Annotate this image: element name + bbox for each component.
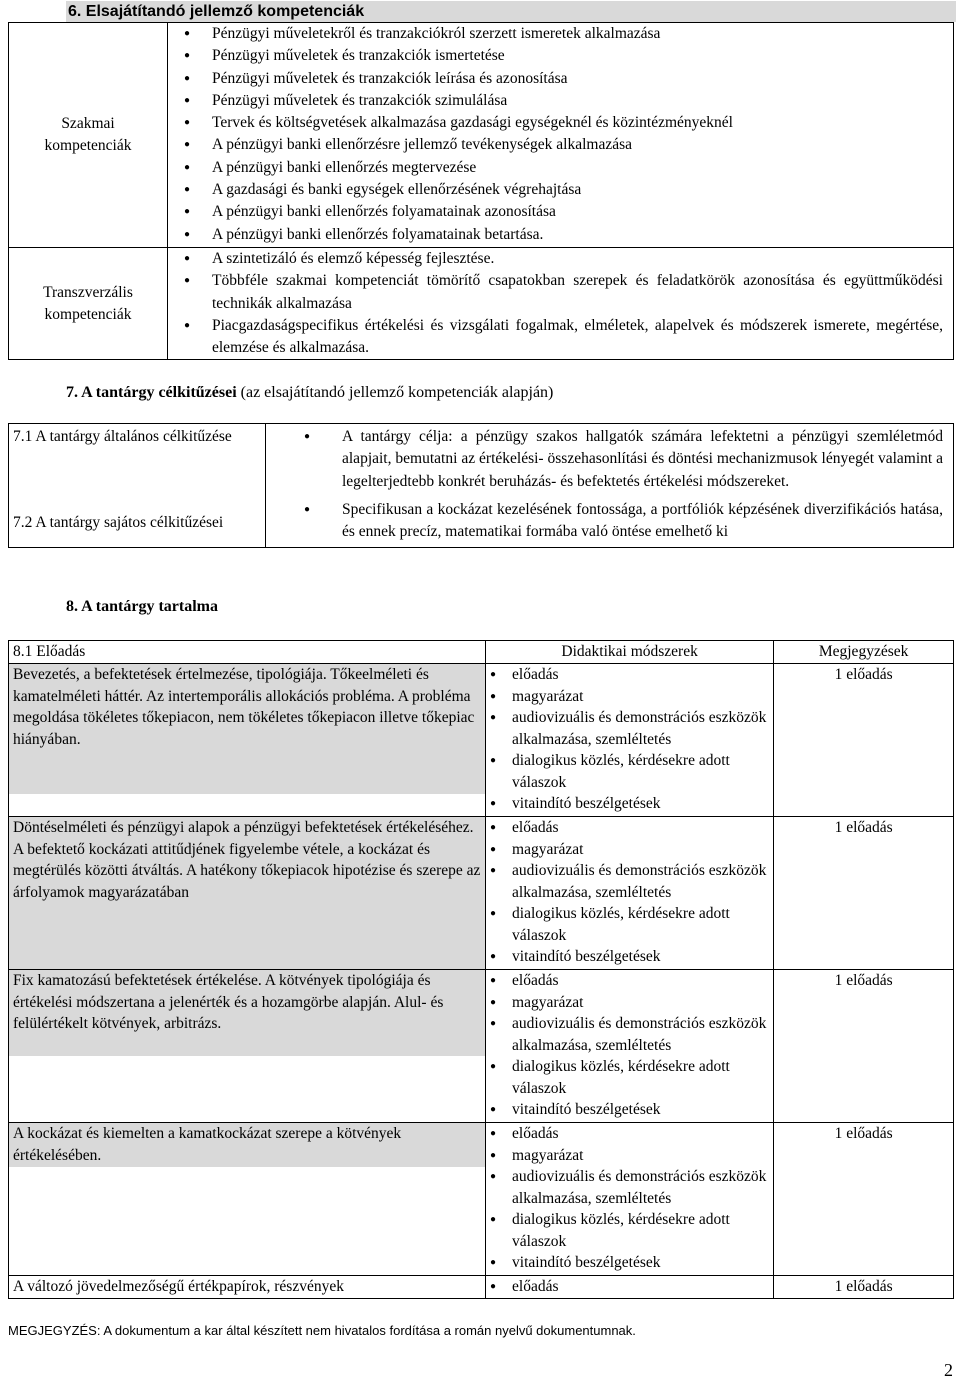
list-item: ● magyarázat: [490, 1145, 773, 1167]
list-item: ● dialogikus közlés, kérdésekre adott válaszok: [490, 1209, 773, 1252]
row-topic: A kockázat és kiemelten a kamatkockázat szerepe a kötvények értékelésében.: [9, 1123, 486, 1276]
list-item: ● magyarázat: [490, 992, 773, 1014]
column-header-methods: Didaktikai módszerek: [486, 641, 774, 664]
row-note: 1 előadás: [774, 1276, 954, 1299]
objectives-labels: [9, 424, 266, 548]
row-note: 1 előadás: [774, 817, 954, 970]
column-header-notes: Megjegyzések: [774, 641, 954, 664]
objectives-list: [266, 424, 954, 548]
section-6-heading: 6. Elsajátítandó jellemző kompetenciák: [66, 1, 956, 22]
list-item: ● audiovizuális és demonstrációs eszközök alkalmazása, szemléltetés: [490, 1166, 773, 1209]
objectives-table: [8, 423, 954, 548]
row-topic: Fix kamatozású befektetések értékelése. A kötvények tipológiája és értékelési módszertana a jelenérték és a hozamgörbe alapján. Alul- és felülértékelt kötvények, arbitrázs.: [9, 970, 486, 1123]
list-item: ● előadás: [490, 1123, 773, 1145]
section-8-heading: 8. A tantárgy tartalma: [66, 598, 218, 615]
column-header-lecture: 8.1 Előadás: [9, 641, 486, 664]
list-item: ● előadás: [490, 970, 773, 992]
professional-competencies-label: Szakmai kompetenciák: [9, 23, 168, 248]
objectives-row: [9, 424, 954, 548]
list-item: ● előadás: [490, 817, 773, 839]
transversal-competencies-list: [168, 248, 954, 360]
list-item: ● Tervek és költségvetések alkalmazása gazdasági egységeknél és közintézményeknél: [168, 112, 943, 134]
list-item: ● dialogikus közlés, kérdésekre adott válaszok: [490, 1056, 773, 1099]
list-item: ● audiovizuális és demonstrációs eszközök alkalmazása, szemléltetés: [490, 860, 773, 903]
row-note: 1 előadás: [774, 664, 954, 817]
list-item: ● dialogikus közlés, kérdésekre adott válaszok: [490, 750, 773, 793]
competencies-table: [8, 22, 954, 360]
row-topic: Bevezetés, a befektetések értelmezése, tipológiája. Tőkeelméleti és kamatelméleti háttér. Az intertemporális allokációs probléma. A probléma megoldása tökéletes tőkepiacon, nem tökéletes tőkepiacon illetve tőkepiac hiányában.: [9, 664, 486, 817]
row-methods: [486, 1123, 774, 1276]
list-item: ● Pénzügyi műveletek és tranzakciók szimulálása: [168, 90, 943, 112]
transversal-competencies-row: [9, 248, 954, 360]
row-methods: [486, 1276, 774, 1299]
professional-competencies-row: [9, 23, 954, 248]
section-7-heading: 7. A tantárgy célkitűzései (az elsajátítandó jellemző kompetenciák alapján): [66, 384, 554, 401]
list-item: ● Specifikusan a kockázat kezelésének fontossága, a portfóliók képzésének diverzifikációs hatása, és ennek precíz, matematikai formába való öntése emelhető ki: [266, 499, 943, 544]
list-item: ● Többféle szakmai kompetenciát tömörítő csapatokban szerepek és feladatkörök azonosítása és együttműködési technikák alkalmazása: [168, 270, 943, 315]
list-item: ● vitaindító beszélgetések: [490, 1099, 773, 1121]
row-topic: A változó jövedelmezőségű értékpapírok, részvények: [9, 1276, 486, 1299]
table-row: [9, 817, 954, 970]
list-item: ● dialogikus közlés, kérdésekre adott válaszok: [490, 903, 773, 946]
table-row: [9, 970, 954, 1123]
professional-competencies-list: [168, 23, 954, 248]
row-methods: [486, 664, 774, 817]
page-number: 2: [944, 1360, 953, 1380]
transversal-competencies-label: Transzverzális kompetenciák: [9, 248, 168, 360]
list-item: ● A pénzügyi banki ellenőrzés megtervezése: [168, 157, 943, 179]
row-note: 1 előadás: [774, 970, 954, 1123]
specific-objective-label: 7.2 A tantárgy sajátos célkitűzései: [13, 514, 224, 531]
translation-note: MEGJEGYZÉS: A dokumentum a kar által készített nem hivatalos fordítása a román nyelvű dokumentumnak.: [8, 1323, 636, 1338]
list-item: ● előadás: [490, 1276, 773, 1298]
general-objective-label: 7.1 A tantárgy általános célkitűzése: [13, 428, 232, 445]
list-item: ● A pénzügyi banki ellenőrzés folyamatainak betartása.: [168, 224, 943, 246]
table-row: [9, 664, 954, 817]
list-item: ● audiovizuális és demonstrációs eszközök alkalmazása, szemléltetés: [490, 1013, 773, 1056]
row-topic: Döntéselméleti és pénzügyi alapok a pénzügyi befektetések értékeléséhez. A befektető kockázati attitűdjének figyelembe vétele, a kockázat és megtérülés közötti átváltás. A hatékony tőkepiacok hipotézise és szerepe az árfolyamok magyarázatában: [9, 817, 486, 970]
list-item: ● A tantárgy célja: a pénzügy szakos hallgatók számára lefektetni a pénzügyi szemléletmód alapjait, bemutatni az értékelési- összehasonlítási és döntési mechanizmusok lényegét valamint a legelterjedtebb konkrét beruházás- és befektetés értékelési módszereket.: [266, 426, 943, 493]
list-item: ● vitaindító beszélgetések: [490, 793, 773, 815]
list-item: ● A szintetizáló és elemző képesség fejlesztése.: [168, 248, 943, 270]
table-row: [9, 1123, 954, 1276]
row-note: 1 előadás: [774, 1123, 954, 1276]
table-row: [9, 1276, 954, 1299]
list-item: ● A gazdasági és banki egységek ellenőrzésének végrehajtása: [168, 179, 943, 201]
list-item: ● audiovizuális és demonstrációs eszközök alkalmazása, szemléltetés: [490, 707, 773, 750]
course-content-table: [8, 640, 954, 1299]
list-item: ● Pénzügyi műveletek és tranzakciók ismertetése: [168, 45, 943, 67]
list-item: ● magyarázat: [490, 839, 773, 861]
list-item: ● vitaindító beszélgetések: [490, 1252, 773, 1274]
list-item: ● előadás: [490, 664, 773, 686]
list-item: ● magyarázat: [490, 686, 773, 708]
list-item: ● Pénzügyi műveletek és tranzakciók leírása és azonosítása: [168, 68, 943, 90]
row-methods: [486, 970, 774, 1123]
list-item: ● Piacgazdaságspecifikus értékelési és vizsgálati fogalmak, elméletek, alapelvek és módszerek ismerete, megértése, elemzése és alkalmazása.: [168, 315, 943, 360]
table-header-row: [9, 641, 954, 664]
list-item: ● vitaindító beszélgetések: [490, 946, 773, 968]
list-item: ● A pénzügyi banki ellenőrzésre jellemző tevékenységek alkalmazása: [168, 134, 943, 156]
list-item: ● A pénzügyi banki ellenőrzés folyamatainak azonosítása: [168, 201, 943, 223]
list-item: ● Pénzügyi műveletekről és tranzakciókról szerzett ismeretek alkalmazása: [168, 23, 943, 45]
row-methods: [486, 817, 774, 970]
